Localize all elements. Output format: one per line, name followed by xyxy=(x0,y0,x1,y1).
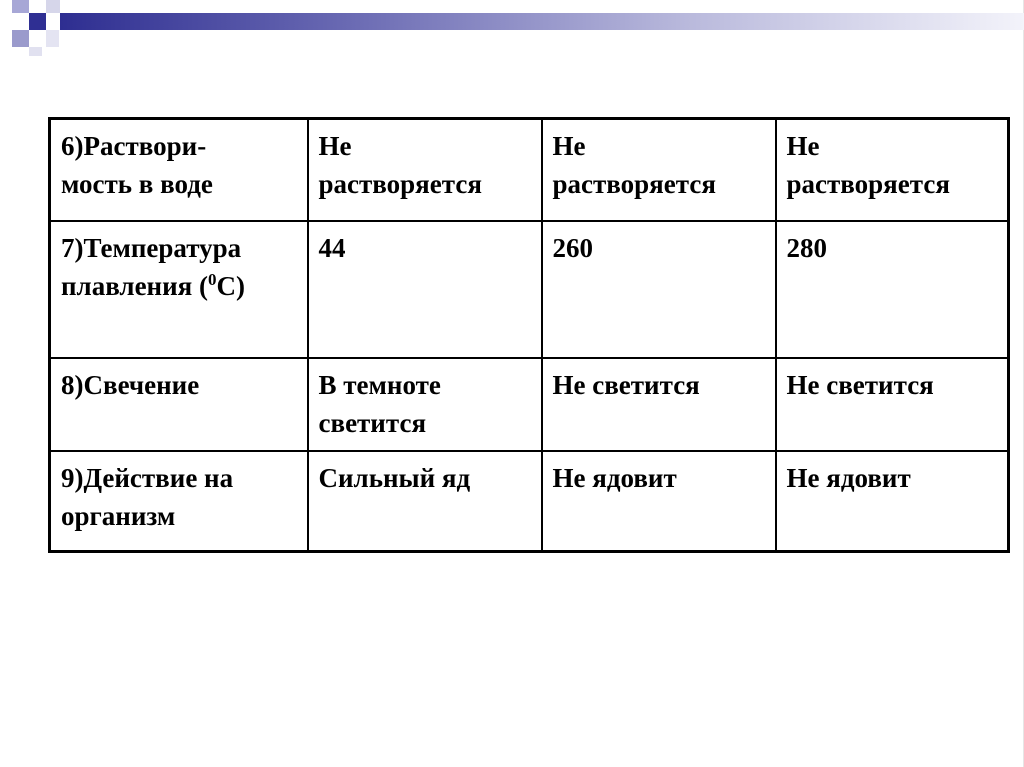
row-label-part: 7)Температура плавления ( xyxy=(61,232,242,301)
decor-square xyxy=(46,30,59,47)
row-label: 9)Действие на организм xyxy=(61,462,234,531)
cell-value: Не ядовит xyxy=(786,462,911,493)
decor-square xyxy=(29,13,46,30)
table-cell xyxy=(542,119,776,221)
table-cell xyxy=(542,451,776,552)
row-label-superscript: 0 xyxy=(208,269,217,289)
table-cell xyxy=(308,451,542,552)
row-label-cell xyxy=(50,119,308,221)
properties-table xyxy=(48,117,1010,553)
header-gradient-bar xyxy=(60,13,1024,30)
cell-value: Не растворяется xyxy=(786,131,950,199)
row-label-cell xyxy=(50,358,308,451)
decor-square xyxy=(12,30,29,47)
row-label-cell xyxy=(50,221,308,358)
table-cell xyxy=(308,221,542,358)
cell-value: Не ядовит xyxy=(552,462,677,493)
table-row xyxy=(50,358,1009,451)
row-label: 6)Раствори- мость в воде xyxy=(61,131,213,199)
row-label-part: С) xyxy=(216,270,246,301)
cell-value: Не светится xyxy=(786,369,934,400)
decor-square xyxy=(29,47,42,56)
cell-value: Не растворяется xyxy=(318,131,482,199)
table-row xyxy=(50,451,1009,552)
table-cell xyxy=(776,358,1009,451)
table-cell xyxy=(542,358,776,451)
cell-value: В темноте светится xyxy=(318,369,441,438)
decor-square xyxy=(46,0,60,13)
row-label: 8)Свечение xyxy=(61,369,200,400)
cell-value: 260 xyxy=(552,232,593,263)
table-cell xyxy=(308,358,542,451)
table-row xyxy=(50,221,1009,358)
row-label-cell xyxy=(50,451,308,552)
table-cell xyxy=(542,221,776,358)
table-cell xyxy=(776,119,1009,221)
cell-value: 44 xyxy=(318,232,346,263)
table-cell xyxy=(776,221,1009,358)
table-row xyxy=(50,119,1009,221)
decor-square xyxy=(12,0,29,13)
cell-value: Не светится xyxy=(552,369,700,400)
cell-value: Не растворяется xyxy=(552,131,716,199)
table-cell xyxy=(308,119,542,221)
cell-value: Сильный яд xyxy=(318,462,471,493)
table-cell xyxy=(776,451,1009,552)
row-label xyxy=(61,233,245,301)
cell-value: 280 xyxy=(786,232,827,263)
